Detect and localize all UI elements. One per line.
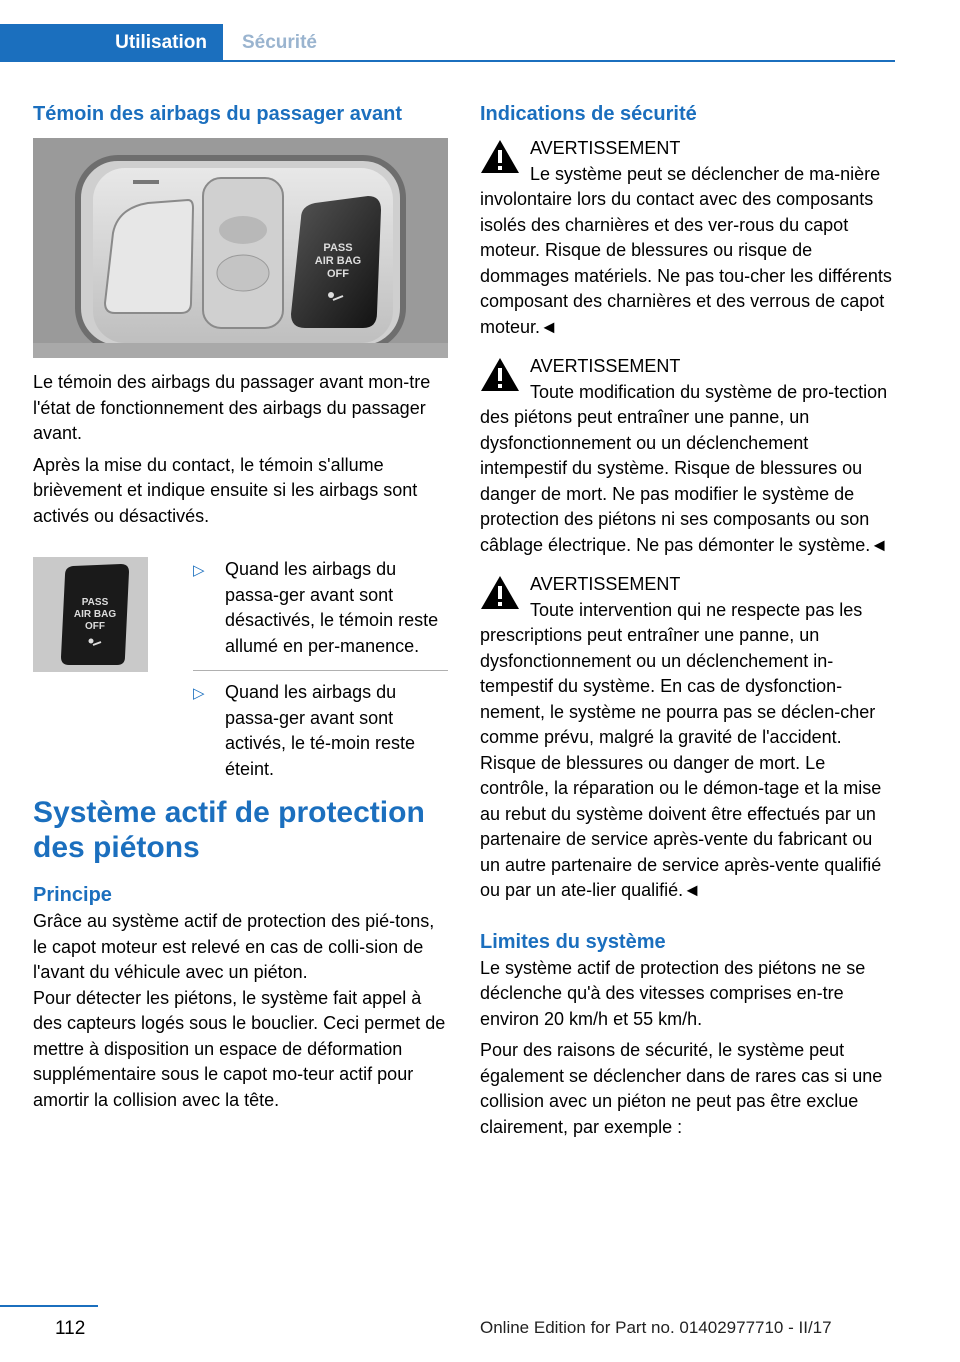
warning-heading: AVERTISSEMENT	[530, 138, 681, 158]
warning-triangle-icon	[480, 138, 520, 174]
paragraph: Pour détecter les piétons, le système fait appel à des capteurs logés sous le bouclier. Ceci permet de mettre à disposition un espace de déformation supplémentaire sous le capot mo-teur actif pour amortir la collision avec la tête.	[33, 987, 446, 1110]
svg-text:PASS: PASS	[81, 597, 109, 608]
warning-block	[480, 572, 895, 904]
svg-text:AIR BAG: AIR BAG	[73, 609, 117, 620]
section-title-safety-notes: Indications de sécurité	[480, 103, 697, 125]
tab-securite[interactable]: Sécurité	[242, 32, 317, 53]
warning-heading: AVERTISSEMENT	[530, 356, 681, 376]
svg-text:OFF: OFF	[85, 621, 105, 632]
svg-text:PASS: PASS	[323, 242, 353, 254]
bullet-list	[193, 557, 448, 782]
warning-triangle-icon	[480, 574, 520, 610]
list-item	[193, 680, 448, 782]
warning-block	[480, 136, 895, 340]
paragraph: Pour des raisons de sécurité, le système peut également se déclencher dans de rares cas si une collision avec un piéton ne peut pas être exclue clairement, par exemple :	[480, 1040, 883, 1137]
page-number: 112	[55, 1318, 86, 1339]
header-tabs	[0, 24, 895, 62]
edition-info: Online Edition for Part no. 01402977710 - II/17	[480, 1318, 832, 1337]
section-heading-pedestrian-protection: Système actif de protection des piétons	[33, 796, 425, 864]
list-item-text: Quand les airbags du passa-ger avant sont activés, le té-moin reste éteint.	[225, 682, 416, 779]
warning-block	[480, 354, 895, 558]
header-divider	[223, 60, 895, 62]
section-title-airbag-indicator: Témoin des airbags du passager avant	[33, 103, 403, 125]
paragraph: Le système actif de protection des piétons ne se déclenche qu'à des vitesses comprises en-tre environ 20 km/h et 55 km/h.	[480, 957, 866, 1029]
warning-text: Toute intervention qui ne respecte pas les prescriptions peut entraîner une panne, un dysfonctionnement ou un déclenchement in-tempestif du système. En cas de dysfonction-nement, le système ne pourra pas se déclen-cher comme prévu, malgré la gravité de l'accident. Risque de blessures ou danger de mort. Le contrôle, la réparation ou le démon-tage et la mise au rebut du système doivent être effectués par un partenaire de service après-vente du fabricant ou un autre partenaire de service après-vente qualifié ou par un ate-lier qualifié.◄	[480, 599, 882, 900]
paragraph: Après la mise du contact, le témoin s'allume brièvement et indique ensuite si les airbags sont activés ou désactivés.	[33, 454, 418, 526]
subheading-system-limits: Limites du système	[480, 930, 666, 953]
triangle-bullet-icon: ▷	[193, 685, 205, 702]
subheading-principe: Principe	[33, 884, 112, 906]
pass-airbag-off-indicator-image	[33, 557, 148, 672]
svg-text:AIR BAG: AIR BAG	[314, 255, 362, 267]
right-column	[480, 100, 895, 1146]
paragraph: Grâce au système actif de protection des pié-tons, le capot moteur est relevé en cas de colli-sion de l'avant du véhicule avec un piéton.	[33, 911, 435, 982]
svg-text:OFF: OFF	[327, 268, 349, 280]
airbag-panel-photo	[33, 138, 448, 358]
warning-heading: AVERTISSEMENT	[530, 574, 681, 594]
list-item	[193, 557, 448, 659]
pass-airbag-off-icon	[33, 557, 148, 672]
warning-text: Le système peut se déclencher de ma-nière involontaire lors du contact avec des composants isolés des charnières et des ver-rous du capot moteur. Risque de blessures ou risque de dommages matériels. Ne pas tou-cher les différents composant des charnières et des verrous de capot moteur.◄	[480, 163, 892, 337]
paragraph: Le témoin des airbags du passager avant mon-tre l'état de fonctionnement des airbags du passager avant.	[33, 372, 431, 443]
indicator-block	[33, 557, 448, 779]
footer-divider	[0, 1305, 98, 1307]
divider	[193, 670, 448, 671]
warning-text: Toute modification du système de pro-tection des piétons peut entraîner une panne, un dysfonctionnement ou un déclenchement intempestif du système. Risque de blessures ou danger de mort. Ne pas modifier le système de protection des piétons ni ses composants ou son câblage électrique. Ne pas démonter le système.◄	[480, 381, 889, 555]
tab-utilisation[interactable]: Utilisation	[0, 24, 223, 62]
airbag-panel-illustration	[33, 138, 448, 358]
left-column	[33, 100, 448, 1119]
triangle-bullet-icon: ▷	[193, 562, 205, 579]
list-item-text: Quand les airbags du passa-ger avant sont désactivés, le témoin reste allumé en per-manence.	[225, 559, 439, 656]
warning-triangle-icon	[480, 356, 520, 392]
